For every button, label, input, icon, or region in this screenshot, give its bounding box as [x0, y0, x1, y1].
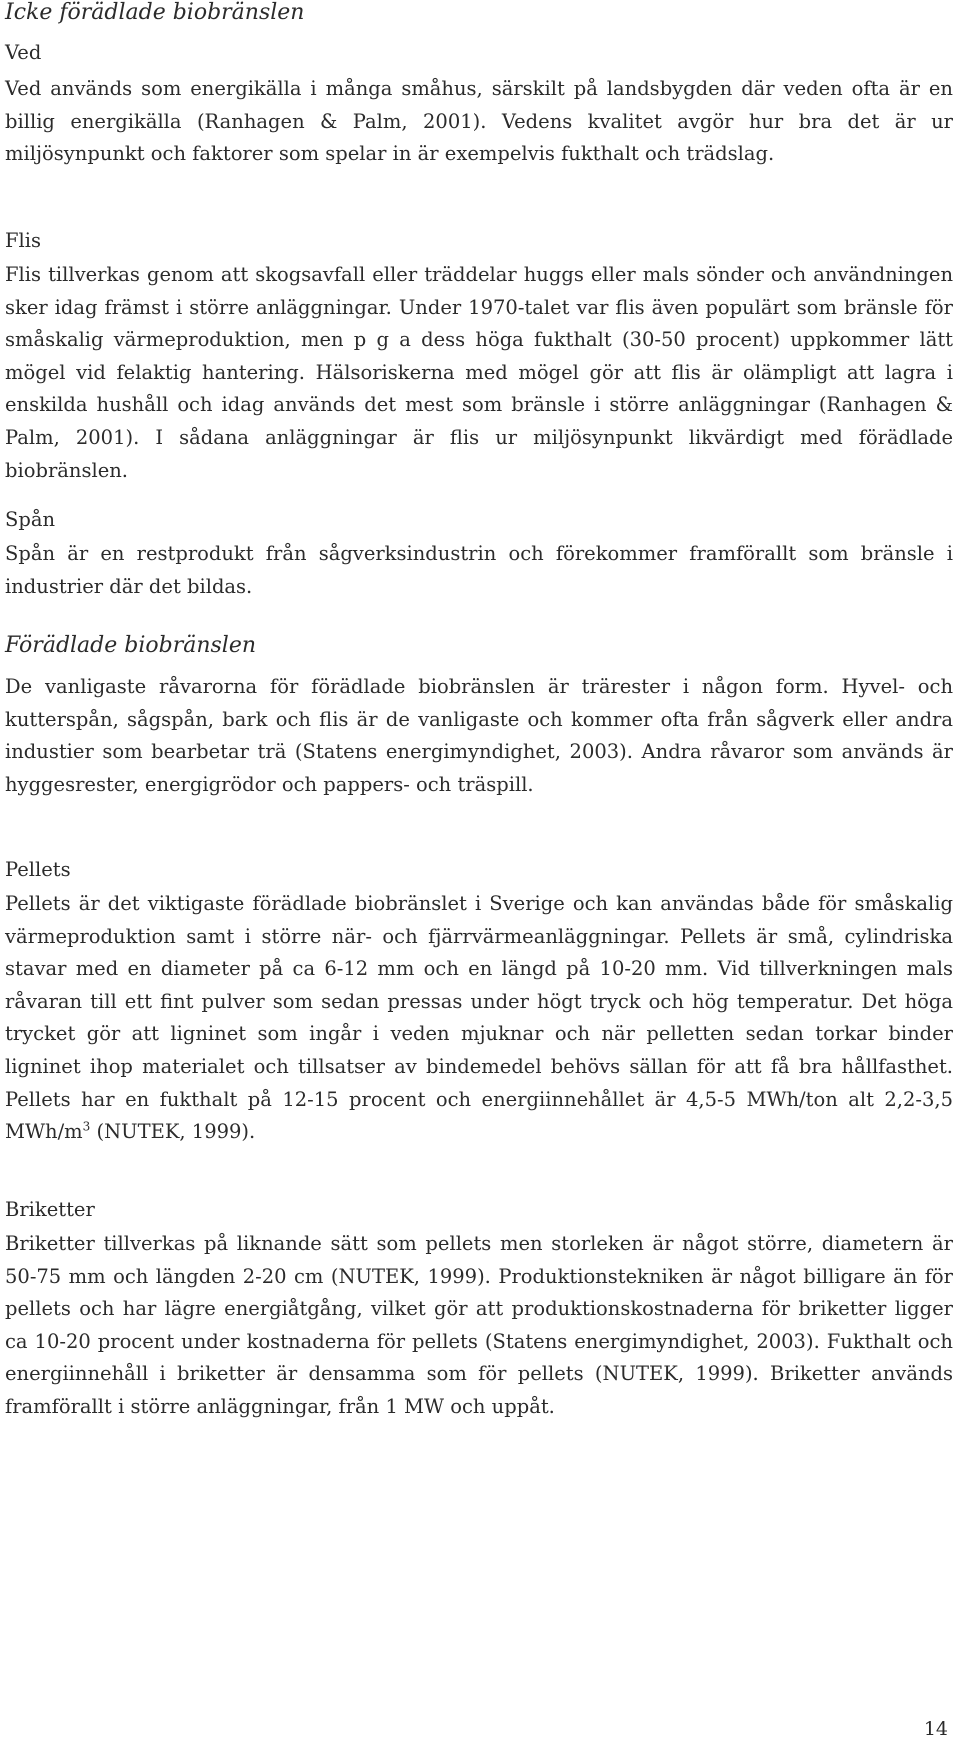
heading-briketter: Briketter [5, 1198, 95, 1221]
paragraph-pellets [5, 888, 953, 1149]
heading-flis: Flis [5, 229, 42, 252]
heading-pellets: Pellets [5, 858, 71, 881]
pellets-text: Pellets är det viktigaste förädlade biobränslet i Sverige och kan användas både för småskalig värmeproduktion samt i större när- och fjärrvärmeanläggningar. Pellets är små, cylindriska stavar med en diameter på ca 6-12 mm och en längd på 10-20 mm. Vid tillverkningen mals råvaran till ett fint pulver som sedan pressas under högt tryck och hög temperatur. Det höga trycket gör att ligninet som ingår i veden mjuknar och när pelletten sedan torkar binder ligninet ihop materialet och tillsatser av bindemedel behövs sällan för att få bra hållfasthet. Pellets har en fukthalt på 12-15 procent och energiinnehållet är 4,5-5 MWh/ton alt 2,2-3,5 MWh/m [5, 892, 953, 1144]
page-number: 14 [923, 1718, 948, 1740]
pellets-text-end: (NUTEK, 1999). [90, 1120, 256, 1144]
section-title-non-refined: Icke förädlade biobränslen [5, 0, 305, 25]
paragraph-span: Spån är en restprodukt från sågverksindustrin och förekommer framförallt som bränsle i industrier där det bildas. [5, 542, 953, 598]
heading-span: Spån [5, 508, 56, 531]
paragraph-briketter: Briketter tillverkas på liknande sätt som pellets men storleken är något större, diametern är 50-75 mm och längden 2-20 cm (NUTEK, 1999). Produktionstekniken är något billigare än för pellets och har lägre energiåtgång, vilket gör att produktionskostnaderna för briketter ligger ca 10-20 procent under kostnaderna för pellets (Statens energimyndighet, 2003). Fukthalt och energiinnehåll i briketter är densamma som för pellets (NUTEK, 1999). Briketter används framförallt i större anläggningar, från 1 MW och uppåt. [5, 1232, 953, 1418]
superscript: 3 [82, 1119, 91, 1134]
paragraph-flis: Flis tillverkas genom att skogsavfall eller träddelar huggs eller mals sönder och användningen sker idag främst i större anläggningar. Under 1970-talet var flis även populärt som bränsle för småskalig värmeproduktion, men p g a dess höga fukthalt (30-50 procent) uppkommer lätt mögel vid felaktig hantering. Hälsoriskerna med mögel gör att flis är olämpligt att lagra i enskilda hushåll och idag används det mest som bränsle i större anläggningar (Ranhagen & Palm, 2001). I sådana anläggningar är flis ur miljösynpunkt likvärdigt med förädlade biobränslen. [5, 263, 953, 482]
heading-ved: Ved [5, 41, 42, 64]
paragraph-ved: Ved används som energikälla i många småhus, särskilt på landsbygden där veden ofta är en billig energikälla (Ranhagen & Palm, 2001). Vedens kvalitet avgör hur bra det är ur miljösynpunkt och faktorer som spelar in är exempelvis fukthalt och trädslag. [5, 77, 953, 166]
section-title-refined: Förädlade biobränslen [5, 633, 257, 658]
paragraph-refined-intro: De vanligaste råvarorna för förädlade biobränslen är trärester i någon form. Hyvel- och kutterspån, sågspån, bark och flis är de vanligaste och kommer ofta från sågverk eller andra industier som bearbetar trä (Statens energimyndighet, 2003). Andra råvaror som används är hyggesrester, energigrödor och pappers- och träspill. [5, 675, 953, 796]
